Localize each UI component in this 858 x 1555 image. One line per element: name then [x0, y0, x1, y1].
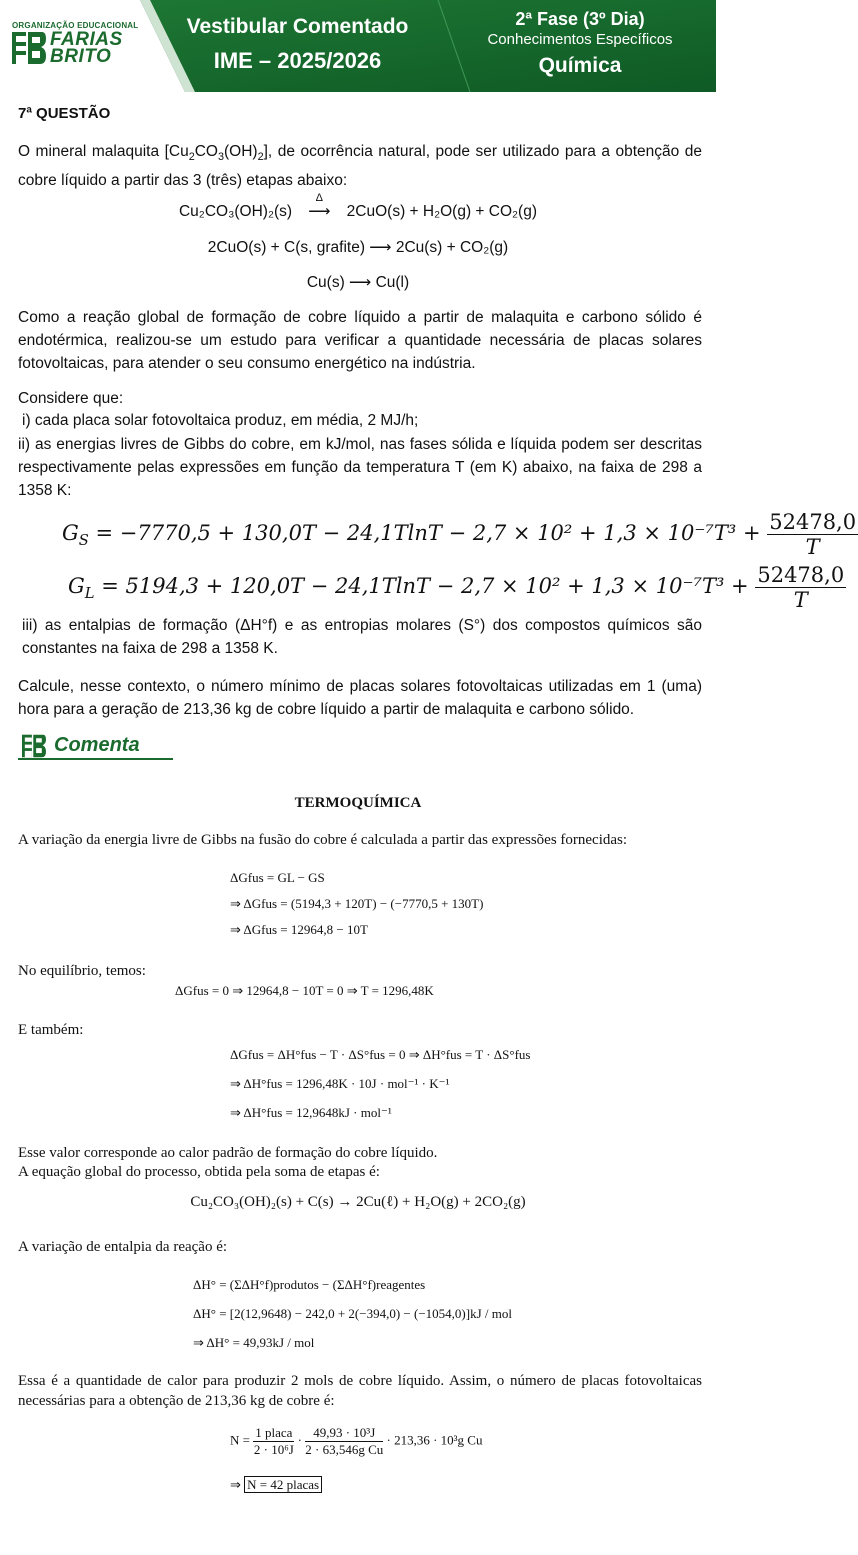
intro-text-d: ], de ocorrência natural, pode ser utilizado para a obtenção de cobre líquido a partir das 3 (três) etapas abaixo:	[18, 143, 703, 190]
header-phase: 2ª Fase (3º Dia)	[515, 9, 645, 29]
solution-title: TERMOQUÍMICA	[294, 795, 422, 811]
item-ii: ii) as energias livres de Gibbs do cobre, em kJ/mol, nas fases sólida e líquida podem ser descritas respectivamente pelas expressões em função da temperatura T (em K) abaixo, na faixa de 298 a 1358 K:	[18, 436, 702, 499]
gs-fraction	[767, 510, 858, 559]
brand-farias: FARIAS	[50, 29, 123, 50]
result-box: N = 42 placas	[244, 1476, 322, 1493]
gl-expression: = 5194,3 + 120,0T − 24,1TlnT − 2,7 × 10² + 1,3 × 10⁻⁷T³ +	[101, 574, 749, 598]
solution-p3: E também:	[18, 1022, 84, 1038]
header-knowledge: Conhecimentos Específicos	[487, 31, 673, 48]
gibbs-solid-equation	[62, 510, 858, 559]
n-prefix: N =	[230, 1432, 250, 1448]
plate-frac-num: 1 placa	[255, 1425, 293, 1440]
reaction-step-1	[0, 192, 716, 221]
global-equation: Cu₂CO₃(OH)₂(s) + C(s) → 2Cu(ℓ) + H₂O(g) + 2CO₂(g)	[190, 1194, 526, 1210]
page-header	[0, 0, 716, 92]
header-center	[180, 14, 415, 76]
header-right	[480, 8, 680, 80]
enthalpy-fusion-line-1: ΔGfus = ΔH°fus − T · ΔS°fus = 0 ⇒ ΔH°fus = T · ΔS°fus	[230, 1047, 531, 1062]
farias-brito-logo-icon	[12, 31, 46, 65]
plate-count-result	[230, 1477, 322, 1493]
energy-frac-den: 2 · 63,546g Cu	[305, 1442, 384, 1457]
reaction-enthalpy-line-1: ΔH° = (ΣΔH°f)produtos − (ΣΔH°f)reagentes	[193, 1277, 426, 1292]
plate-count-equation: N = $\frac{\text{1 placa}}{\text{2 · 10⁶J}}$ · $\frac{\text{49,93 · 10³J}}{\text{2 · 63,546g Cu}}$ · 213,36 · 10³g Cu	[230, 1425, 483, 1457]
gl-frac-den: T	[793, 588, 808, 612]
solution-p5: A equação global do processo, obtida pela soma de etapas é:	[18, 1164, 380, 1180]
gibbs-liquid-equation	[68, 563, 846, 612]
reaction-step-3: Cu(s) ⟶ Cu(l)	[306, 274, 410, 291]
enthalpy-fusion-line-2: ⇒ ΔH°fus = 1296,48K · 10J · mol⁻¹ · K⁻¹	[230, 1076, 450, 1091]
reaction-step-2: 2CuO(s) + C(s, grafite) ⟶ 2Cu(s) + CO₂(g)	[207, 239, 509, 256]
solution-p1: A variação da energia livre de Gibbs na fusão do cobre é calculada a partir das expressões fornecidas:	[18, 832, 628, 848]
equilibrium-temperature: ΔGfus = 0 ⇒ 12964,8 − 10T = 0 ⇒ T = 1296,48K	[175, 983, 434, 998]
result-arrow: ⇒	[230, 1477, 241, 1492]
energy-frac-num: 49,93 · 10³J	[305, 1425, 383, 1442]
solution-p4: Esse valor corresponde ao calor padrão de formação do cobre líquido.	[18, 1145, 438, 1161]
heat-arrow: Δ ⟶	[296, 202, 342, 221]
header-exam: IME – 2025/2026	[213, 48, 382, 73]
gl-fraction	[755, 563, 846, 612]
gibbs-fusion-line-1: ΔGfus = GL − GS	[230, 870, 325, 885]
intro-text-a: O mineral malaquita [Cu	[18, 143, 189, 160]
plate-fraction	[253, 1425, 294, 1458]
gibbs-fusion-line-3: ⇒ ΔGfus = 12964,8 − 10T	[230, 922, 368, 937]
comenta-section-header	[18, 733, 173, 761]
reaction-enthalpy-line-3: ⇒ ΔH° = 49,93kJ / mol	[193, 1335, 315, 1350]
gl-symbol: G	[68, 574, 85, 598]
gl-subscript: L	[84, 585, 95, 603]
intro-text-c: (OH)	[224, 143, 258, 160]
mass-factor: · 213,36 · 10³g Cu	[386, 1432, 483, 1448]
brand-brito: BRITO	[50, 46, 112, 67]
question-title: 7ª QUESTÃO	[18, 105, 111, 122]
question-context: Como a reação global de formação de cobre líquido a partir de malaquita e carbono sólido é endotérmica, realizou-se um estudo para verificar a quantidade necessária de placas solares fotovoltaicas, para atender o seu consumo energético na indústria.	[18, 309, 702, 372]
item-i: i) cada placa solar fotovoltaica produz, em média, 2 MJ/h;	[22, 412, 419, 429]
org-label: ORGANIZAÇÃO EDUCACIONAL	[12, 21, 139, 30]
gs-frac-num: 52478,0	[769, 510, 857, 534]
solution-p7: Essa é a quantidade de calor para produzir 2 mols de cobre líquido. Assim, o número de placas fotovoltaicas necessárias para a obtenção de 213,36 kg de cobre é:	[18, 1373, 702, 1409]
enthalpy-fusion-line-3: ⇒ ΔH°fus = 12,9648kJ · mol⁻¹	[230, 1105, 392, 1120]
header-title: Vestibular Comentado	[186, 15, 409, 38]
comenta-label: Comenta	[54, 734, 140, 756]
gs-frac-den: T	[805, 535, 820, 559]
gl-frac-num: 52478,0	[757, 563, 845, 587]
gs-symbol: G	[62, 521, 79, 545]
gs-expression: = −7770,5 + 130,0T − 24,1TlnT − 2,7 × 10² + 1,3 × 10⁻⁷T³ +	[95, 521, 761, 545]
reaction-enthalpy-line-2: ΔH° = [2(12,9648) − 242,0 + 2(−394,0) − (−1054,0)]kJ / mol	[193, 1306, 512, 1321]
eq1-left: Cu₂CO₃(OH)₂(s)	[178, 203, 293, 220]
question-final: Calcule, nesse contexto, o número mínimo de placas solares fotovoltaicas utilizadas em 1 (uma) hora para a geração de 213,36 kg de cobre líquido a partir de malaquita e carbono sólido.	[18, 678, 702, 718]
gibbs-fusion-line-2: ⇒ ΔGfus = (5194,3 + 120T) − (−7770,5 + 130T)	[230, 896, 484, 911]
eq1-right: 2CuO(s) + H₂O(g) + CO₂(g)	[346, 203, 537, 220]
solution-p6: A variação de entalpia da reação é:	[18, 1239, 228, 1255]
heat-symbol: Δ	[315, 192, 324, 204]
item-iii: iii) as entalpias de formação (ΔH°f) e as entropias molares (S°) dos compostos químicos são constantes na faixa de 298 a 1358 K.	[22, 617, 702, 657]
energy-fraction	[305, 1425, 383, 1458]
solution-p2: No equilíbrio, temos:	[18, 963, 146, 979]
header-subject: Química	[538, 54, 622, 77]
gs-subscript: S	[78, 532, 89, 550]
comenta-logo-icon	[18, 734, 50, 758]
consider-label: Considere que:	[18, 390, 124, 407]
question-intro: O mineral malaquita $[Cu_2CO_3(OH)_2]$, de ocorrência natural, pode ser utilizado para a obtenção de cobre líquido a partir das 3 (três) etapas abaixo:	[18, 143, 703, 190]
intro-text-b: CO	[194, 143, 218, 160]
comenta-underline	[18, 758, 173, 760]
plate-frac-den: 2 · 10⁶J	[253, 1442, 294, 1457]
